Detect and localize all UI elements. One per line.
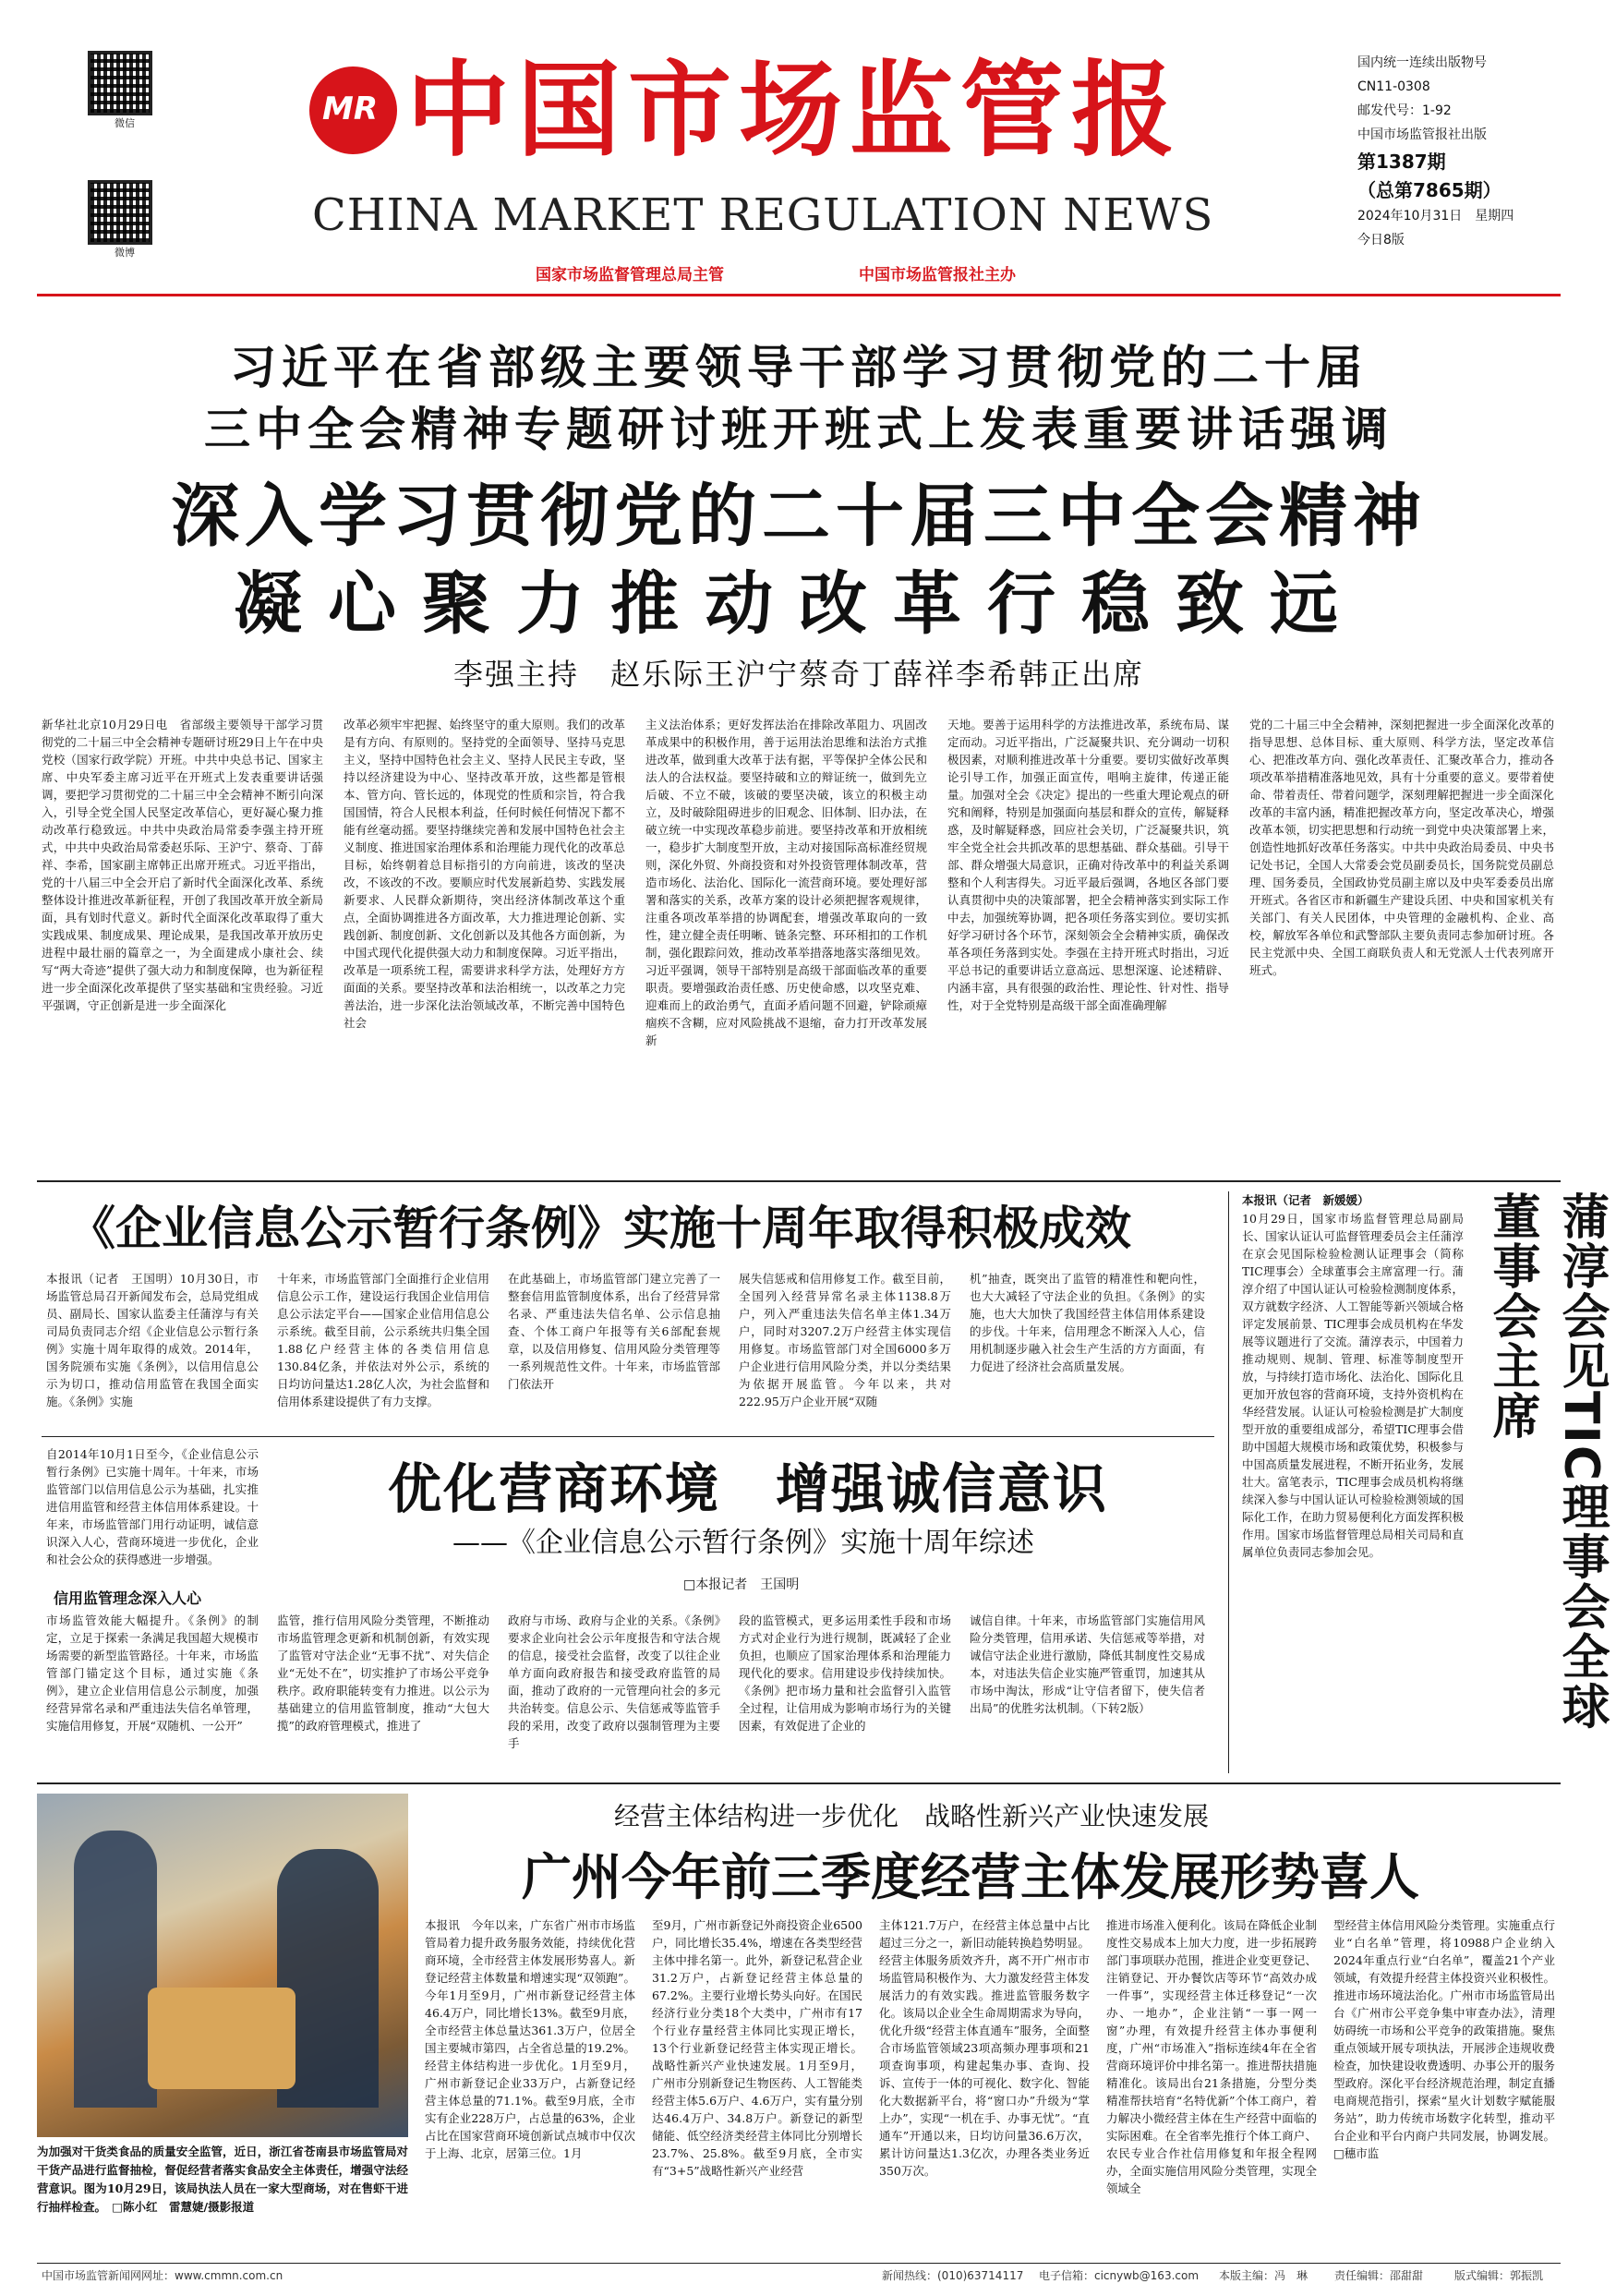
lead-subtitle: 李强主持 赵乐际王沪宁蔡奇丁薛祥李希韩正出席 [452, 657, 1144, 692]
info-line: 国内统一连续出版物号 [1357, 55, 1487, 70]
story-body-column: 监管，推行信用风险分类管理，不断推动市场监管理念更新和机制创新，有效实现了监管对守法企业“无事不扰”、对失信企业“无处不在”，切实推护了市场公平竞争秩序。政府职能转变有力推进。以公示为基础建立的信用监管制度，推动“大包大揽”的政府管理模式，推进了 [277, 1613, 489, 1733]
masthead-divider [37, 294, 1561, 296]
qr-code-weibo[interactable] [88, 180, 162, 260]
publication-info [1357, 51, 1542, 252]
lead-body-column: 天地。要善于运用科学的方法推进改革，系统布局、谋定而动。习近平指出，广泛凝聚共识、充分调动一切积极因素，对顺利推进改革十分重要。要切实做好改革舆论引导工作，加强正面宣传，唱响主旋律，传递正能量。加强对全会《决定》提出的一些重大理论观点的研究和阐释，特别是加强面向基层和群众的宣传，解疑释惑，及时解疑释惑，回应社会关切，广泛凝聚共识，筑牢全党全社会共抓改革的思想基础、群众基础。引导干部、群众增强大局意识，正确对待改革中的利益关系调整和个人利害得失。习近平最后强调，各地区各部门要认真贯彻中央的决策部署，把全会精神落实到实际工作中去，加强统筹协调，把各项任务落实到位。要切实抓好学习研讨各个环节，深刻领会全会精神实质，确保改革各项任务落到实处。李强在主持开班式时指出，习近平总书记的重要讲话立意高远、思想深邃、论述精辟、内涵丰富，具有很强的政治性、理论性、针对性、指导性，对于全党特别是高级干部全面准确理解 [947, 718, 1229, 1012]
story-section-heading: 信用监管理念深入人心 [54, 1589, 202, 1607]
qr-code-icon [88, 51, 152, 115]
lead-headline: 凝心聚力推动改革行稳致远 [234, 564, 1364, 644]
story-kicker: 经营主体结构进一步优化 战略性新兴产业快速发展 [614, 1801, 1210, 1831]
newspaper-logo-icon [309, 66, 397, 154]
story-body-column: 机”抽查，既突出了监管的精准性和靶向性，也大大减轻了守法企业的负担。《条例》的实施，也大大加快了我国经营主体信用体系建设的步伐。十年来，信用理念不断深入人心，信用机制逐步融入社会生产生活的方方面面，有力促进了经济社会高质量发展。 [970, 1272, 1205, 1373]
story-byline: □本报记者 王国明 [683, 1577, 800, 1592]
lead-kicker: 三中全会精神专题研讨班开班式上发表重要讲话强调 [204, 403, 1393, 456]
masthead-english-title: CHINA MARKET REGULATION NEWS [312, 189, 1214, 241]
qr-code-wechat[interactable] [88, 51, 162, 130]
sponsor-label: 国家市场监督管理总局主管 [536, 266, 724, 284]
story-body-column: 推进市场准入便利化。该局在降低企业制度性交易成本上加大力度，进一步拓展跨部门事项联办范围，推进企业变更登记、注销登记、开办餐饮店等环节“高效办成一件事”，实现经营主体迁移登记“一次办、一地办”，企业注销“一事一网一窗”办理，有效提升经营主体办事便利度，广州“市场准入”指标连续4年在全省营商环境评价中排名第一。推进帮扶措施精准化。该局出台21条措施，分型分类精准帮扶培育“名特优新”个体工商户，着力解决小微经营主体在生产经营中面临的实际困难。在全省率先推行个体工商户、农民专业合作社信用修复和年报全程网办，全面实施信用风险分类管理，实现全领域全 [1106, 1918, 1317, 2195]
story-body-column: 段的监管模式，更多运用柔性手段和市场方式对企业行为进行规制，既减轻了企业负担，也顺应了国家治理体系和治理能力现代化的要求。信用建设步伐持续加快。《条例》把市场力量和社会监督引入监管全过程，让信用成为影响市场行为的关键因素，有效促进了企业的 [739, 1613, 951, 1733]
inspector-figure [74, 1831, 157, 2108]
footer-email[interactable]: 电子信箱：cicnywb@163.com [1039, 2269, 1200, 2282]
lead-headline: 深入学习贯彻党的二十届三中全会精神 [171, 477, 1427, 556]
publisher-label: 中国市场监管报社主办 [859, 266, 1016, 284]
info-line: 中国市场监管报社出版 [1357, 127, 1487, 142]
story-dateline: 本报讯（记者 新媛媛） [1242, 1193, 1369, 1207]
news-photo [37, 1794, 408, 2137]
info-line: CN11-0308 [1357, 79, 1430, 94]
footer-layout-editor: 版式编辑：郭振凯 [1454, 2269, 1544, 2282]
story-headline: 广州今年前三季度经营主体发展形势喜人 [522, 1847, 1419, 1906]
story-body-column: 10月29日，国家市场监督管理总局副局长、国家认证认可监督管理委员会主任蒲淳在京会见国际检验检测认证理事会（简称TIC理事会）全球董事会主席富理一行。蒲淳介绍了中国认证认可检验检测制度体系，双方就数字经济、人工智能等新兴领域合格评定发展前景、TIC理事会成员机构在华发展等议题进行了交流。蒲淳表示，中国着力推动规则、规制、管理、标准等制度型开放，与持续打造市场化、法治化、国际化且更加开放包容的营商环境，支持外资机构在华经营发展。认证认可检验检测是扩大制度型开放的重要组成部分，希望TIC理事会借助中国超大规模市场和政策优势，积极参与中国高质量发展进程，不断开拓业务，发展壮大。富笔表示，TIC理事会成员机构将继续深入参与中国认证认可检验检测领域的国际化工作，在助力贸易便利化方面发挥积极作用。国家市场监督管理总局相关司局和直属单位负责同志参加会见。 [1242, 1212, 1464, 1559]
lead-body-column: 主义法治体系；更好发挥法治在排除改革阻力、巩固改革成果中的积极作用，善于运用法治思维和法治方式推进改革，做到重大改革于法有据，平等保护全体公民和法人的合法权益。要坚持破和立的辩证统一，做到先立后破、不立不破，该破的要坚决破，该立的积极主动立，及时破除阻碍进步的旧观念、旧体制、旧办法，在破立统一中实现改革稳步前进。要坚持改革和开放相统一，稳步扩大制度型开放，主动对接国际高标准经贸规则，深化外贸、外商投资和对外投资管理体制改革，营造市场化、法治化、国际化一流营商环境。要处理好部署和落实的关系，改革方案的设计必须把握客观规律，注重各项改革举措的协调配套，增强改革取向的一致性，建立健全责任明晰、链条完整、环环相扣的工作机制，强化跟踪问效，推动改革举措落地落实落细见效。习近平强调，领导干部特别是高级干部面临改革的重要职责。要增强政治责任感、历史使命感，以攻坚克难、迎难而上的政治勇气，直面矛盾问题不回避，铲除顽瘴痼疾不含糊，应对风险挑战不退缩，奋力打开改革发展新 [645, 718, 927, 1047]
footer-editor: 本版主编：冯 琳 [1219, 2269, 1308, 2282]
section-divider [37, 1782, 1561, 1784]
page-count: 今日8版 [1357, 233, 1405, 248]
footer-divider [37, 2263, 1561, 2264]
column-divider [1228, 1191, 1229, 1773]
story-body-column: 至9月，广州市新登记外商投资企业6500户，同比增长35.4%，增速在各类型经营主体中排名第一。此外，新登记私营企业31.2万户，占新登记经营主体总量的67.2%。主要行业增长势头向好。在国民经济行业分类18个大类中，广州市有17个行业存量经营主体同比实现正增长，13个行业新登记经营主体实现正增长。战略性新兴产业快速发展。1月至9月，广州市分别新登记生物医药、人工智能类经营主体5.6万户、4.6万户，实有量分别达46.4万户、34.8万户。新登记的新型储能、低空经济类经营主体同比分别增长23.7%、25.8%。截至9月底，全市实有“3+5”战略性新兴产业经营 [652, 1918, 862, 2178]
story-body-column: 型经营主体信用风险分类管理。实施重点行业“白名单”管理，将10988户企业纳入2024年重点行业“白名单”，覆盖21个产业领域，有效提升经营主体投资兴业积极性。推进市场环境法治化。广州市市场监管局出台《广州市公平竞争集中审查办法》，清理妨碍统一市场和公平竞争的政策措施。聚焦重点领域开展专项执法，开展涉企违规收费检查，加快建设收费透明、办事公开的服务型政府。深化平台经济规范治理，制定直播电商规范指引，探索“星火计划数字赋能服务站”，助力传统市场数字化转型，推动平台企业和平台内商户共同发展，协调发展。□穗市监 [1333, 1918, 1555, 2160]
story-body-column: 展失信惩戒和信用修复工作。截至目前，全国列入经营异常名录主体1138.8万户，列入严重违法失信名单主体1.34万户，同时对3207.2万户经营主体实现信用修复。市场监管部门对全国6000多万户企业进行信用风险分类，并以分类结果为依据开展监管。今年以来，共对222.95万户企业开展“双随 [739, 1272, 951, 1408]
total-issue-number: （总第7865期） [1357, 179, 1501, 201]
lead-body-column: 党的二十届三中全会精神，深刻把握进一步全面深化改革的指导思想、总体目标、重大原则、科学方法，坚定改革信心、把准改革方向、强化改革责任、汇聚改革合力，推动各项改革举措精准落地见效，具有十分重要的意义。要带着使命、带着责任、带着问题学，深刻理解把握进一步全面深化改革的丰富内涵，精准把握改革方向，坚定改革决心，增强改革本领，切实把思想和行动统一到党中央决策部署上来，创造性地抓好改革任务落实。中共中央政治局委员、中央书记处书记，全国人大常委会党员副委员长，国务院党员副总理、国务委员，全国政协党员副主席以及中央军委委员出席开班式。各省区市和新疆生产建设兵团、中央和国家机关有关部门、有关人民团体，中央管理的金融机构、企业、高校，解放军各单位和武警部队主要负责同志参加研讨班。各民主党派中央、全国工商联负责人和无党派人士代表列席开班式。 [1249, 718, 1554, 977]
lead-body-column: 改革必须牢牢把握、始终坚守的重大原则。我们的改革是有方向、有原则的。坚持党的全面领导、坚持马克思主义，坚持中国特色社会主义、坚持人民民主专政，坚持以经济建设为中心、坚持改革开放，这些都是管根本、管方向、管长远的，体现党的性质和宗旨，符合我国国情，符合人民根本利益，任何时候任何情况下都不能有丝毫动摇。要坚持继续完善和发展中国特色社会主义制度、推进国家治理体系和治理能力现代化的改革总目标，始终朝着总目标指引的方向前进，该改的坚决改，不该改的不改。要顺应时代发展新趋势、实践发展新要求、人民群众新期待，突出经济体制改革这个重点，全面协调推进各方面改革，大力推进理论创新、实践创新、制度创新、文化创新以及其他各方面创新，为中国式现代化提供强大动力和制度保障。习近平指出，改革是一项系统工程，需要讲求科学方法，处理好方方面面的关系。要坚持改革和法治相统一，以改革之力完善法治，进一步深化法治领域改革，不断完善中国特色社会 [344, 718, 625, 1030]
story-subheadline: ——《企业信息公示暂行条例》实施十周年综述 [452, 1527, 1034, 1559]
story-headline: 《企业信息公示暂行条例》实施十周年取得积极成效 [69, 1201, 1131, 1255]
story-body-column: 市场监管效能大幅提升。《条例》的制定，立足于探索一条满足我国超大规模市场需要的新型监管路径。十年来，市场监管部门锚定这个目标，通过实施《条例》，建立企业信用信息公示制度，加强经营异常名录和严重违法失信名单管理，实施信用修复，开展“双随机、一公开” [46, 1613, 259, 1733]
info-line: 邮发代号：1-92 [1357, 103, 1452, 118]
story-body-column: 在此基础上，市场监管部门建立完善了一整套信用监管制度体系，出台了经营异常名录、严重违法失信名单、公示信息抽查、个体工商户年报等有关6部配套规章，以及信用修复、信用风险分类管理等一系列规范性文件。十年来，市场监管部门依法开 [508, 1272, 720, 1391]
story-body-column: 政府与市场、政府与企业的关系。《条例》要求企业向社会公示年度报告和守法合规的信息，接受社会监督，改变了以往企业单方面向政府报告和接受政府监管的局面，推动了政府的一元管理向社会的多元共治转变。信息公示、失信惩戒等监管手段的采用，改变了政府以强制管理为主要手 [508, 1613, 720, 1750]
masthead-title: 中国市场监管报 [406, 51, 1182, 171]
photo-caption: 为加强对干货类食品的质量安全监管，近日，浙江省苍南县市场监管局对干货产品进行监督抽检，督促经营者落实食品安全主体责任，增强守法经营意识。图为10月29日，该局执法人员在一家大型商场，对在售虾干进行抽样检查。 □陈小红 雷慧婕/摄影报道 [37, 2145, 408, 2214]
story-body-column: 诚信自律。十年来，市场监管部门实施信用风险分类管理，信用承诺、失信惩戒等举措，对诚信守法企业进行激励，降低其制度性交易成本，对违法失信企业实施严管重罚，加速其从市场中淘汰，形成“让守信者留下，使失信者出局”的优胜劣汰机制。（下转2版） [970, 1613, 1205, 1715]
story-headline: 优化营商环境 增强诚信意识 [388, 1457, 1109, 1520]
footer-duty-editor: 责任编辑：邵甜甜 [1334, 2269, 1424, 2282]
footer-website[interactable]: 中国市场监管新闻网网址：www.cmmn.com.cn [42, 2269, 283, 2282]
section-divider [42, 1436, 1214, 1437]
lead-kicker: 习近平在省部级主要领导干部学习贯彻党的二十届 [230, 341, 1368, 394]
section-divider [37, 1180, 1561, 1182]
story-body-column: 本报讯 今年以来，广东省广州市市场监管局着力提升政务服务效能，持续优化营商环境，全市经营主体发展形势喜人。新登记经营主体数量和增速实现“双领跑”。今年1月至9月，广州市新登记经营主体46.4万户，同比增长13%。截至9月底，全市经营主体总量达361.3万户，位居全国主要城市第四，占全省总量的19.2%。经营主体结构进一步优化。1月至9月，广州市新登记企业33万户，占新登记经营主体总量的71.1%。截至9月底，全市实有企业228万户，占总量的63%，企业占比在国家营商环境创新试点城市中仅次于上海、北京，居第三位。1月 [425, 1918, 635, 2160]
footer-phone: 新闻热线：(010)63714117 [882, 2269, 1024, 2282]
dried-shrimp-tray [148, 1988, 295, 2089]
story-intro: 自2014年10月1日至今，《企业信息公示暂行条例》已实施十周年。十年来，市场监管部门以信用信息公示为基础，扎实推进信用监管和经营主体信用体系建设。十年来，市场监管部门用行动证明，诚信意识深入人心，营商环境进一步优化，企业和社会公众的获得感进一步增强。 [46, 1447, 259, 1566]
story-body-column: 主体121.7万户，在经营主体总量中占比超过三分之一，新旧动能转换趋势明显。经营主体服务质效齐升，离不开广州市市场监管局积极作为、大力激发经营主体发展活力的有效实践。推进监管服务数字化。该局以企业全生命周期需求为导向，优化升级“经营主体直通车”服务，全面整合市场监管领域23项高频办理事项和21项查询事项，构建起集办事、查询、投诉、宣传于一体的可视化、数字化、智能化大数据新平台，将“窗口办”升级为“掌上办”，实现“一机在手、办事无忧”。“直通车”开通以来，日均访问量36.6万次，累计访问量达1.3亿次，办理各类业务近350万次。 [879, 1918, 1090, 2178]
story-body-column: 十年来，市场监管部门全面推行企业信用信息公示工作，建设运行我国企业信用信息公示法定平台——国家企业信用信息公示系统。截至目前，公示系统共归集全国1.88亿户经营主体的各类信用信息130.84亿条，并依法对外公示，系统的日均访问量达1.28亿人次，为社会监督和信用体系建设提供了有力支撑。 [277, 1272, 489, 1408]
issue-number: 第1387期 [1357, 151, 1446, 173]
qr-label: 微信 [115, 117, 135, 129]
story-vertical-headline: 蒲淳会见TIC理事会全球董事会主席 [1484, 1191, 1609, 1732]
qr-code-icon [88, 180, 152, 245]
issue-date: 2024年10月31日 星期四 [1357, 209, 1514, 224]
lead-body-column: 新华社北京10月29日电 省部级主要领导干部学习贯彻党的二十届三中全会精神专题研讨班29日上午在中央党校（国家行政学院）开班。中共中央总书记、国家主席、中央军委主席习近平在开班式上发表重要讲话强调，要把学习贯彻党的二十届三中全会精神不断引向深入，引导全党全国人民坚定改革信心，更好凝心聚力推动改革行稳致远。中共中央政治局常委李强主持开班式，中共中央政治局常委赵乐际、王沪宁、蔡奇、丁薛祥、李希，国家副主席韩正出席开班式。习近平指出，党的十八届三中全会开启了新时代全面深化改革、系统整体设计推进改革新征程，开创了我国改革开放全新局面，具有划时代意义。新时代全面深化改革取得了重大实践成果、制度成果、理论成果，是我国改革开放历史进程中最壮丽的篇章之一，为全面建成小康社会、续写“两大奇迹”提供了强大动力和制度保障，也为新征程进一步全面深化改革提供了坚实基础和宝贵经验。习近平强调，守正创新是进一步全面深化 [42, 718, 323, 1012]
story-body-column: 本报讯（记者 王国明）10月30日，市场监管总局召开新闻发布会，总局党组成员、副局长、国家认监委主任蒲淳与有关司局负责同志介绍《企业信息公示暂行条例》实施十周年取得的成效。2014年，国务院颁布实施《条例》，以信用信息公示为切口，推动信用监管在我国全面实施。《条例》实施 [46, 1272, 259, 1408]
qr-label: 微博 [115, 247, 135, 259]
